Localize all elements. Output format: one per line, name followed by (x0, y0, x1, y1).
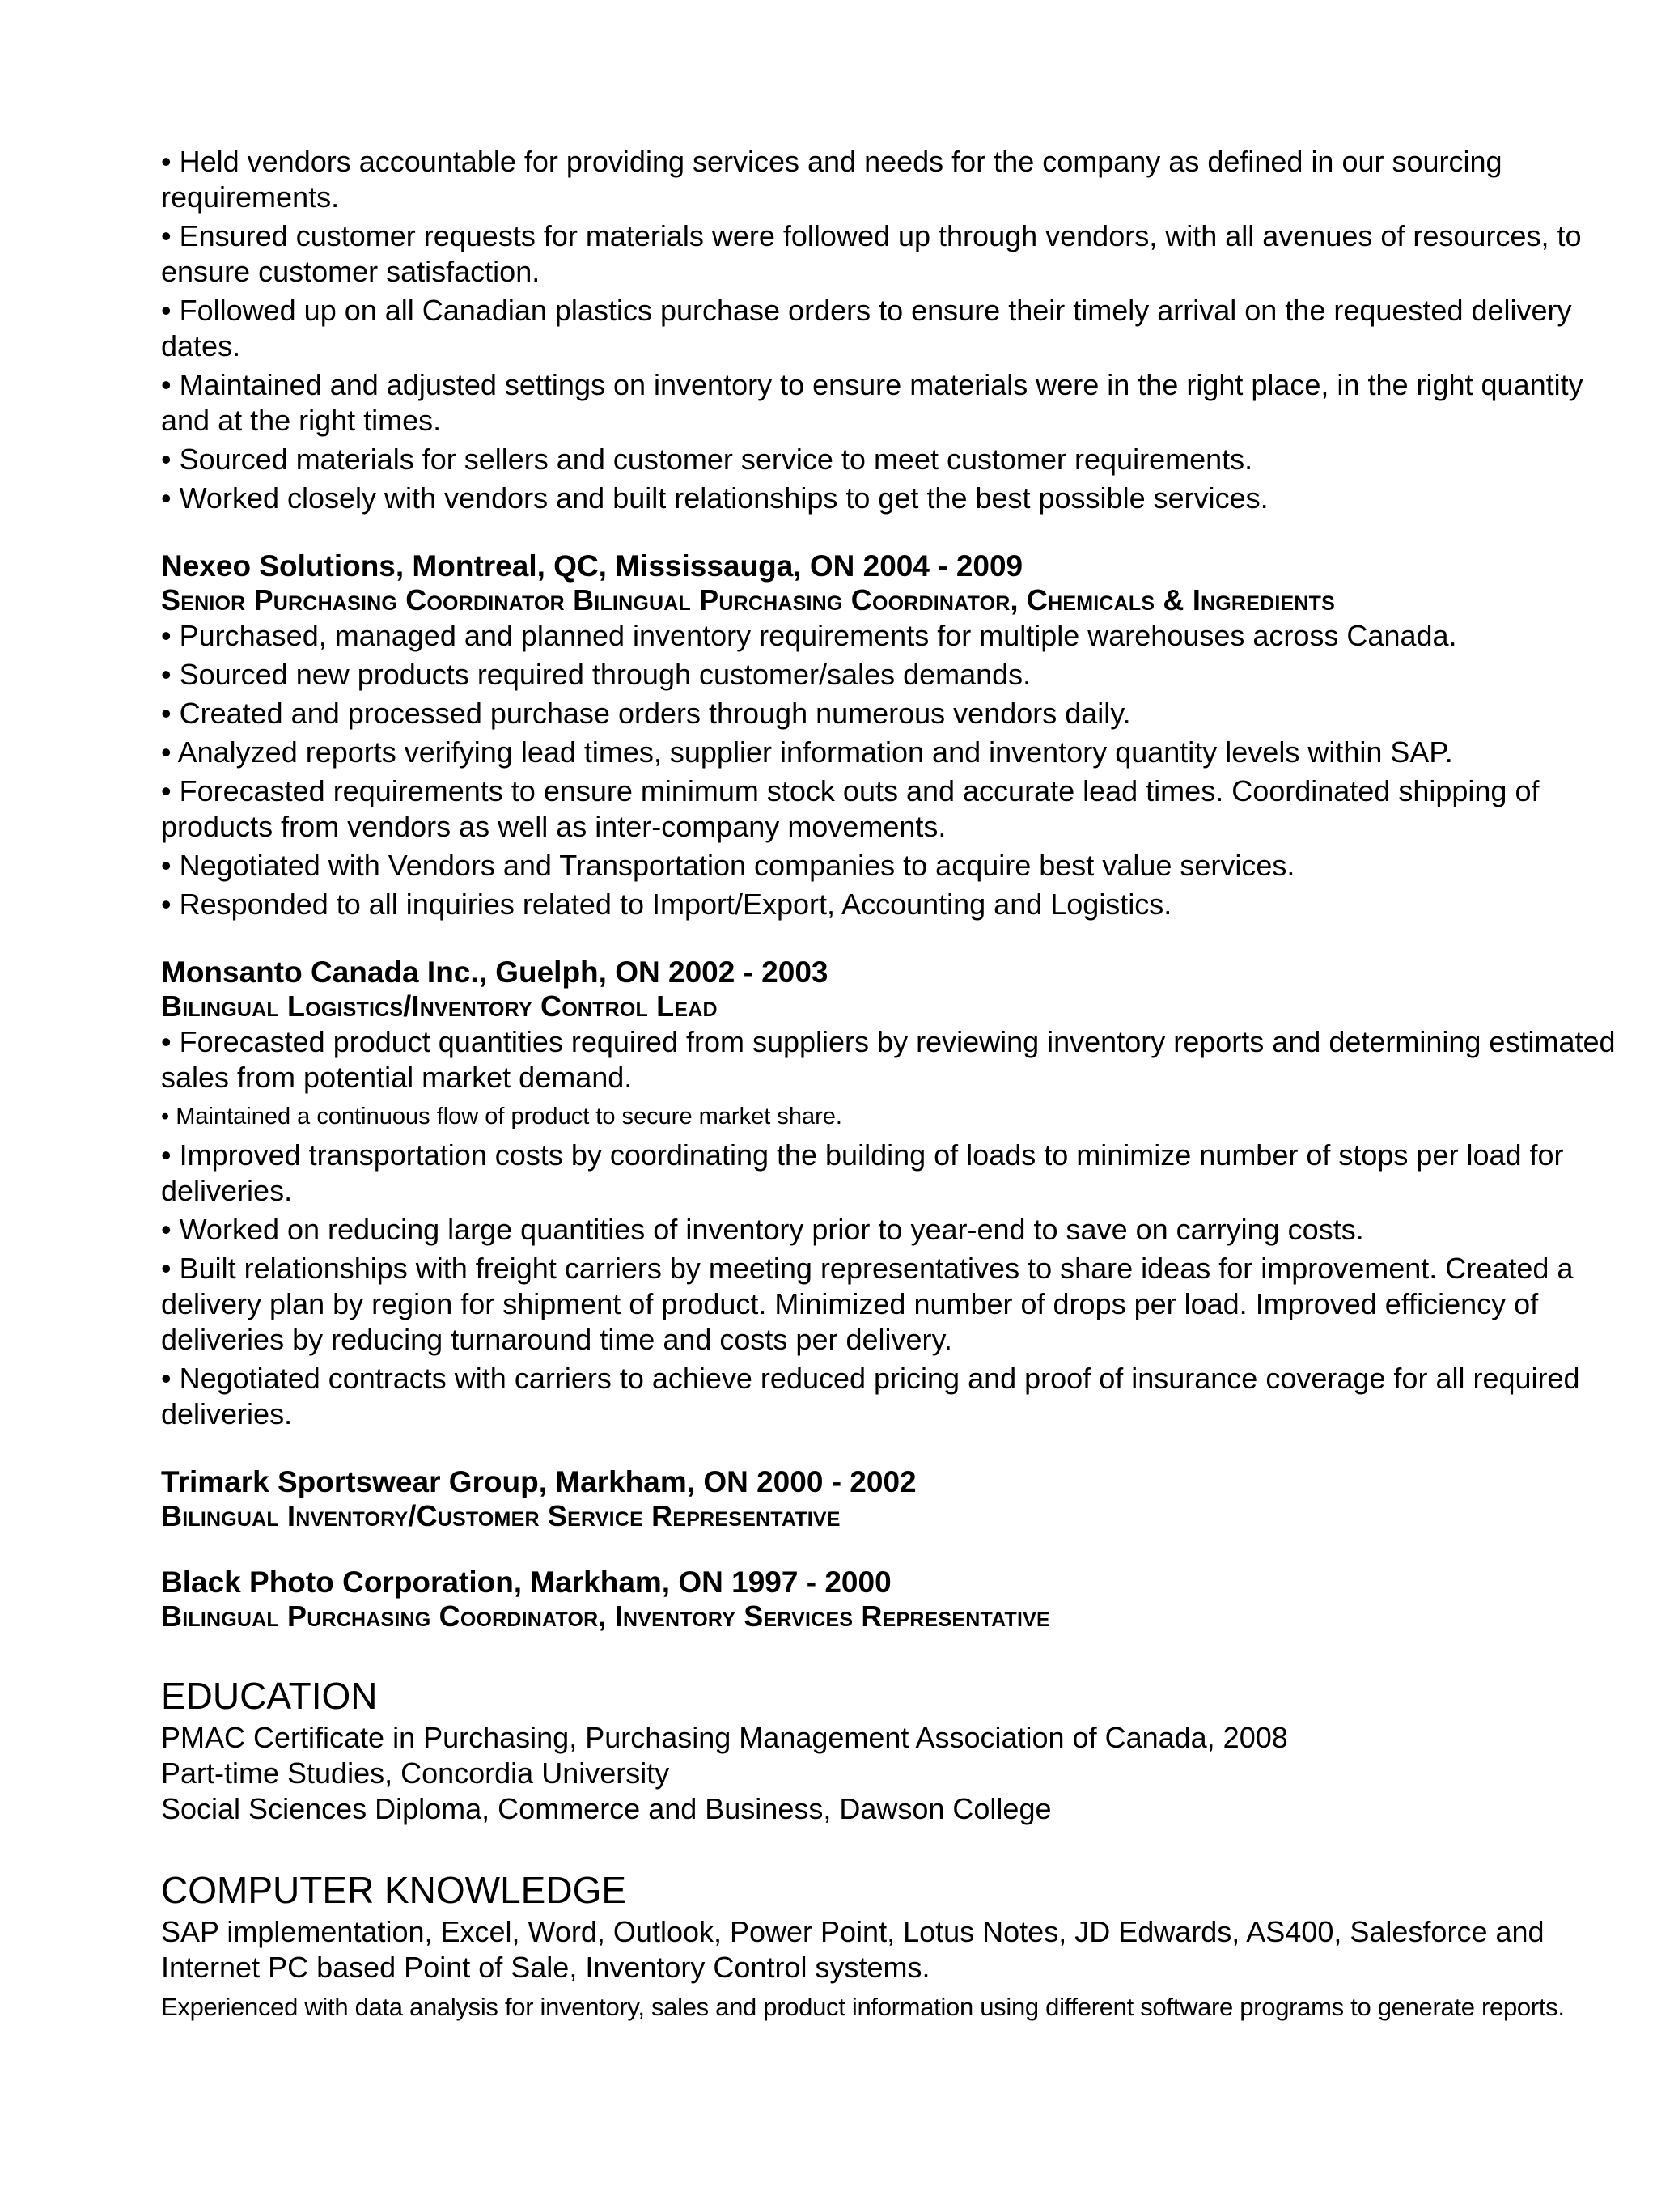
job-role: Bilingual Logistics/Inventory Control Lead (161, 989, 718, 1023)
job-monsanto (161, 955, 1634, 1432)
list-item: • Held vendors accountable for providing services and needs for the company as defined in our sourcing requirements. (161, 145, 1502, 214)
list-item: • Sourced materials for sellers and customer service to meet customer requirements. (161, 443, 1253, 476)
list-item: • Forecasted requirements to ensure minimum stock outs and accurate lead times. Coordinated shipping of products from vendors as well as inter-company movements. (161, 774, 1540, 843)
education-line: Part-time Studies, Concordia University (161, 1756, 670, 1790)
job-nexeo (161, 549, 1634, 922)
list-item: • Sourced new products required through customer/sales demands. (161, 658, 1032, 691)
list-item: • Worked closely with vendors and built relationships to get the best possible services. (161, 481, 1269, 515)
list-item: • Ensured customer requests for materials were followed up through vendors, with all avenues of resources, to ensure customer satisfaction. (161, 219, 1582, 288)
education-line: Social Sciences Diploma, Commerce and Business, Dawson College (161, 1792, 1052, 1825)
job-bullet-list (161, 618, 1634, 922)
education-line: PMAC Certificate in Purchasing, Purchasing Management Association of Canada, 2008 (161, 1721, 1288, 1754)
list-item: • Negotiated with Vendors and Transportation companies to acquire best value services. (161, 849, 1295, 882)
job-bullet-list (161, 1024, 1634, 1432)
list-item: • Improved transportation costs by coordinating the building of loads to minimize number of stops per load for deliveries. (161, 1138, 1564, 1207)
job-black-photo (161, 1565, 1634, 1633)
education-list (161, 1720, 1634, 1827)
intro-bullet-list (161, 144, 1634, 516)
list-item: • Worked on reducing large quantities of inventory prior to year-end to save on carrying costs. (161, 1213, 1364, 1246)
list-item: • Maintained a continuous flow of product to secure market share. (161, 1104, 842, 1129)
list-item: • Responded to all inquiries related to Import/Export, Accounting and Logistics. (161, 888, 1172, 921)
job-title: Monsanto Canada Inc., Guelph, ON 2002 - 2003 (161, 956, 828, 989)
job-role: Senior Purchasing Coordinator Bilingual Purchasing Coordinator, Chemicals & Ingredients (161, 583, 1335, 617)
list-item: • Purchased, managed and planned inventory requirements for multiple warehouses across Canada. (161, 619, 1457, 652)
job-trimark (161, 1464, 1634, 1532)
job-title: Black Photo Corporation, Markham, ON 1997 - 2000 (161, 1566, 892, 1599)
computer-knowledge-heading: COMPUTER KNOWLEDGE (161, 1869, 627, 1911)
list-item: • Negotiated contracts with carriers to achieve reduced pricing and proof of insurance coverage for all required deliveries. (161, 1362, 1580, 1430)
list-item: • Followed up on all Canadian plastics purchase orders to ensure their timely arrival on the requested delivery dates. (161, 294, 1572, 362)
job-role: Bilingual Inventory/Customer Service Representative (161, 1499, 841, 1532)
job-role: Bilingual Purchasing Coordinator, Inventory Services Representative (161, 1600, 1050, 1633)
computer-knowledge-note: Experienced with data analysis for inventory, sales and product information using different software programs to generate reports. (161, 1993, 1565, 2021)
list-item: • Analyzed reports verifying lead times, supplier information and inventory quantity levels within SAP. (161, 735, 1453, 769)
education-heading: EDUCATION (161, 1675, 378, 1717)
job-title: Trimark Sportswear Group, Markham, ON 2000 - 2002 (161, 1465, 917, 1498)
list-item: • Maintained and adjusted settings on inventory to ensure materials were in the right place, in the right quantity and at the right times. (161, 368, 1583, 437)
computer-knowledge-text: SAP implementation, Excel, Word, Outlook, Power Point, Lotus Notes, JD Edwards, AS400, Salesforce and Internet PC based Point of Sale, Inventory Control systems. (161, 1915, 1545, 1984)
list-item: • Forecasted product quantities required from suppliers by reviewing inventory reports and determining estimated sales from potential market demand. (161, 1025, 1616, 1094)
list-item: • Built relationships with freight carriers by meeting representatives to share ideas for improvement. Created a delivery plan by region for shipment of product. Minimized number of drops per load. Improved efficiency of deliveries by reducing turnaround time and costs per delivery. (161, 1252, 1574, 1356)
resume-page (161, 144, 1634, 2028)
list-item: • Created and processed purchase orders through numerous vendors daily. (161, 697, 1131, 730)
job-title: Nexeo Solutions, Montreal, QC, Mississauga, ON 2004 - 2009 (161, 549, 1023, 583)
